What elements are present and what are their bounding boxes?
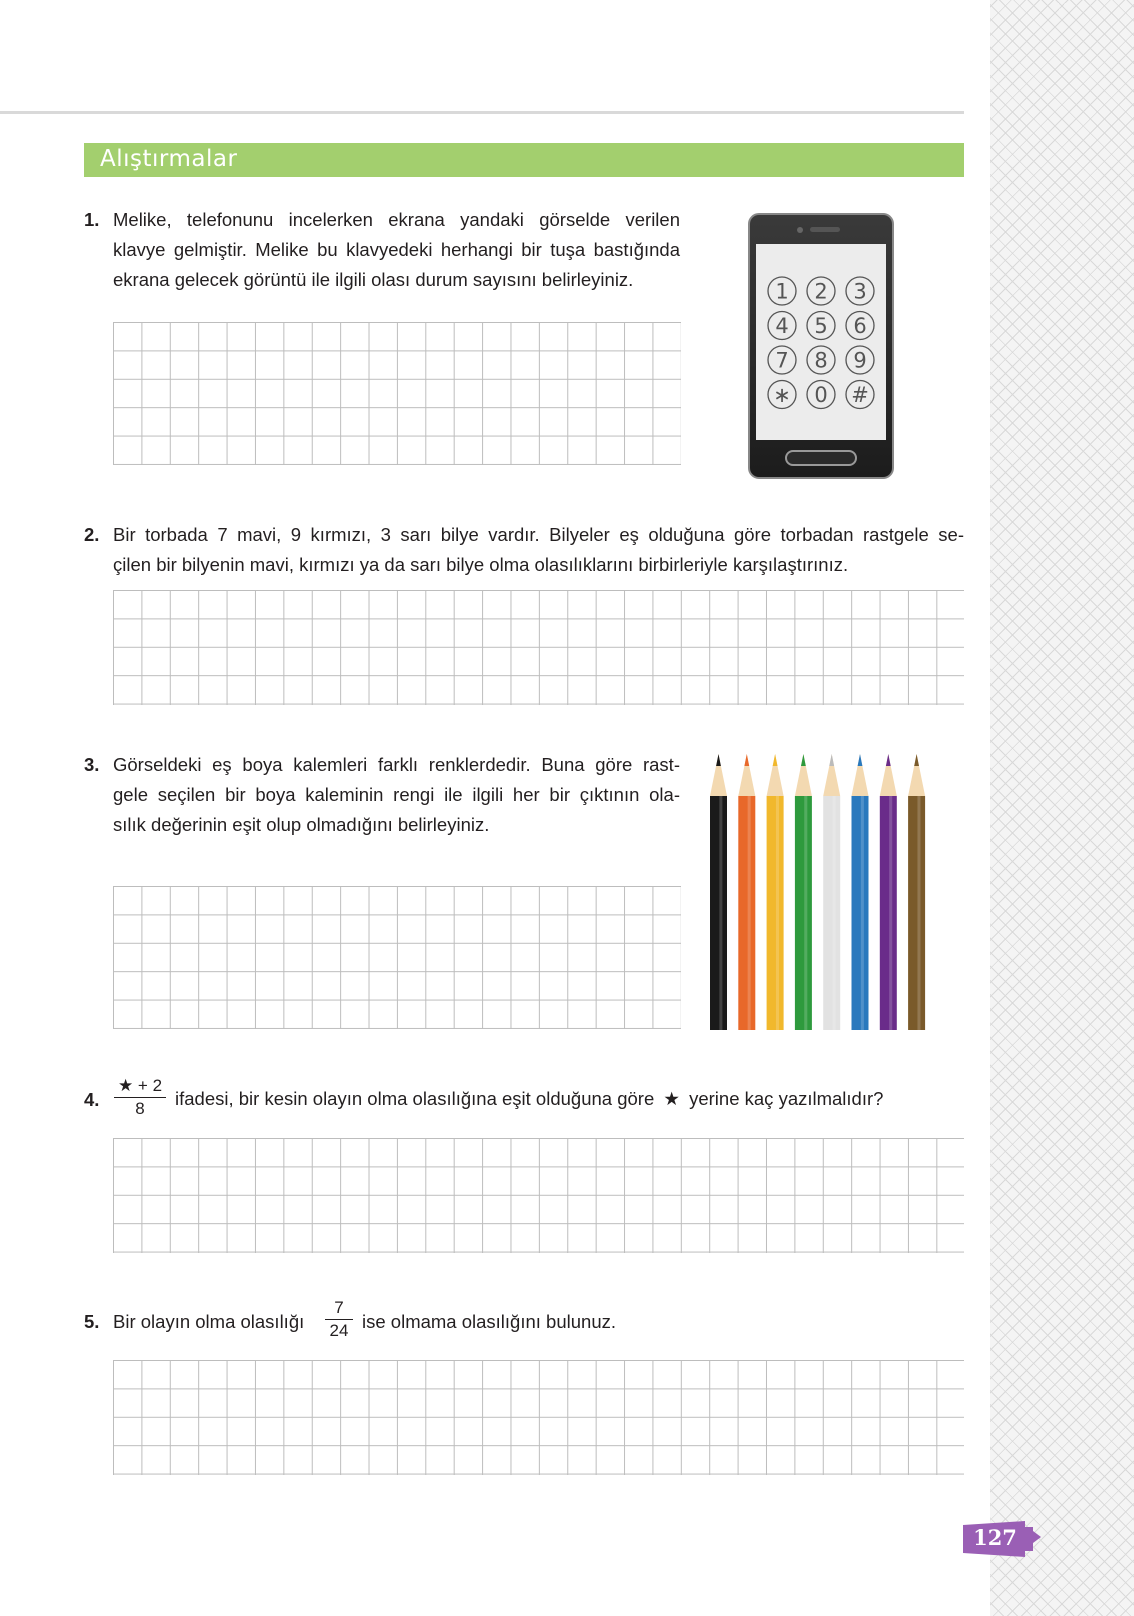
keypad-key-label: 9 <box>853 348 867 373</box>
star-icon: ★ <box>663 1088 680 1109</box>
pencil <box>738 754 755 1030</box>
fraction-bar <box>325 1319 353 1320</box>
pencil-tip <box>858 754 863 766</box>
question-text <box>113 750 680 840</box>
pencil-body <box>880 796 897 1030</box>
answer-grid-3[interactable] <box>113 886 681 1029</box>
keypad-key-label: 1 <box>775 279 789 304</box>
pencil-body <box>710 796 727 1030</box>
answer-grid-4[interactable] <box>113 1138 964 1253</box>
keypad-key-label: 2 <box>814 279 828 304</box>
keypad-key-label: 3 <box>853 279 867 304</box>
pencil-highlight <box>917 796 920 1030</box>
answer-grid-2[interactable] <box>113 590 964 705</box>
pencil <box>908 754 925 1030</box>
pencil-highlight <box>804 796 807 1030</box>
question-1 <box>84 205 680 297</box>
question-number: 5. <box>84 1311 100 1332</box>
text-line: çilen bir bilyenin mavi, kırmızı ya da sarı bilye olma olasılıklarını birbirleriyle karşılaştırınız. <box>113 554 849 575</box>
phone-screen <box>756 244 886 440</box>
fraction-bar <box>114 1097 166 1098</box>
question-text <box>113 205 680 295</box>
question-number: 3. <box>84 754 100 775</box>
text-line: sılık değerinin eşit olup olmadığını belirleyiniz. <box>113 814 490 835</box>
text-line: Görseldeki eş boya kalemleri farklı renklerdedir. Buna göre rast- <box>113 754 680 775</box>
text-part: ifadesi, bir kesin olayın olma olasılığına eşit olduğuna göre <box>175 1088 655 1109</box>
pencil-body <box>738 796 755 1030</box>
pencil <box>795 754 812 1030</box>
question-text <box>113 520 964 580</box>
pencils-image <box>706 750 946 1032</box>
phone-camera <box>797 227 803 233</box>
keypad-key-label: 4 <box>775 314 789 338</box>
section-title: Alıştırmalar <box>100 146 238 172</box>
pencil-body <box>823 796 840 1030</box>
pencil-tip <box>886 754 891 766</box>
keypad-key-label: # <box>851 383 869 407</box>
pencil-tip <box>914 754 919 766</box>
pencil-tip <box>829 754 834 766</box>
pencil-body <box>767 796 784 1030</box>
question-number: 1. <box>84 209 100 230</box>
question-text: Bir olayın olma olasılığı <box>113 1311 305 1332</box>
keypad-key-label: 5 <box>814 314 828 338</box>
pencil-highlight <box>861 796 864 1030</box>
question-number: 2. <box>84 524 100 545</box>
pencil-tip <box>773 754 778 766</box>
keypad-key-label: ∗ <box>773 383 791 407</box>
pencil-body <box>908 796 925 1030</box>
pencil-body <box>795 796 812 1030</box>
fraction-denominator: 24 <box>329 1321 349 1340</box>
text-line: ekrana gelecek görüntü ile ilgili olası durum sayısını belirleyiniz. <box>113 269 634 290</box>
pencil-highlight <box>748 796 751 1030</box>
page-number: 127 <box>973 1525 1017 1550</box>
question-2 <box>84 520 964 582</box>
pencil-highlight <box>833 796 836 1030</box>
pencil-highlight <box>776 796 779 1030</box>
keypad-key-label: 6 <box>853 314 867 338</box>
fraction-expression <box>114 1076 166 1119</box>
keypad-key-label: 7 <box>775 348 789 373</box>
pencil <box>823 754 840 1030</box>
text-line: klavye gelmiştir. Melike bu klavyedeki herhangi bir tuşa bastığında <box>113 239 680 260</box>
question-3 <box>84 750 680 842</box>
pencil <box>767 754 784 1030</box>
fraction-numerator: ★ + 2 <box>117 1076 163 1095</box>
phone-speaker <box>810 227 840 232</box>
answer-grid-5[interactable] <box>113 1360 964 1475</box>
home-button <box>786 451 856 465</box>
question-text <box>175 1084 883 1114</box>
side-pattern <box>990 0 1134 1616</box>
question-number: 4. <box>84 1089 100 1110</box>
section-header <box>84 143 964 177</box>
top-rule <box>0 111 964 114</box>
pencil-highlight <box>889 796 892 1030</box>
keypad-key-label: 8 <box>814 348 828 373</box>
keypad-key-label: 0 <box>814 383 828 407</box>
text-line: Bir torbada 7 mavi, 9 kırmızı, 3 sarı bilye vardır. Bilyeler eş olduğuna göre torbadan rastgele se- <box>113 524 964 545</box>
pencil-tip <box>801 754 806 766</box>
pencil-body <box>852 796 869 1030</box>
page-number-badge <box>963 1521 1041 1557</box>
fraction-value <box>325 1298 353 1341</box>
text-part: yerine kaç yazılmalıdır? <box>689 1088 884 1109</box>
pencil-tip <box>744 754 749 766</box>
text-line: Melike, telefonunu incelerken ekrana yandaki görselde verilen <box>113 209 680 230</box>
pencil-highlight <box>719 796 722 1030</box>
answer-grid-1[interactable] <box>113 322 681 465</box>
phone-image <box>748 213 894 479</box>
question-text: ise olmama olasılığını bulunuz. <box>362 1311 616 1332</box>
fraction-numerator: 7 <box>334 1298 344 1317</box>
text-line: gele seçilen bir boya kaleminin rengi ile ilgili her bir çıktının ola- <box>113 784 680 805</box>
fraction-denominator: 8 <box>135 1099 145 1118</box>
pencil <box>852 754 869 1030</box>
pencil <box>880 754 897 1030</box>
pencil <box>710 754 727 1030</box>
pencil-tip <box>716 754 721 766</box>
